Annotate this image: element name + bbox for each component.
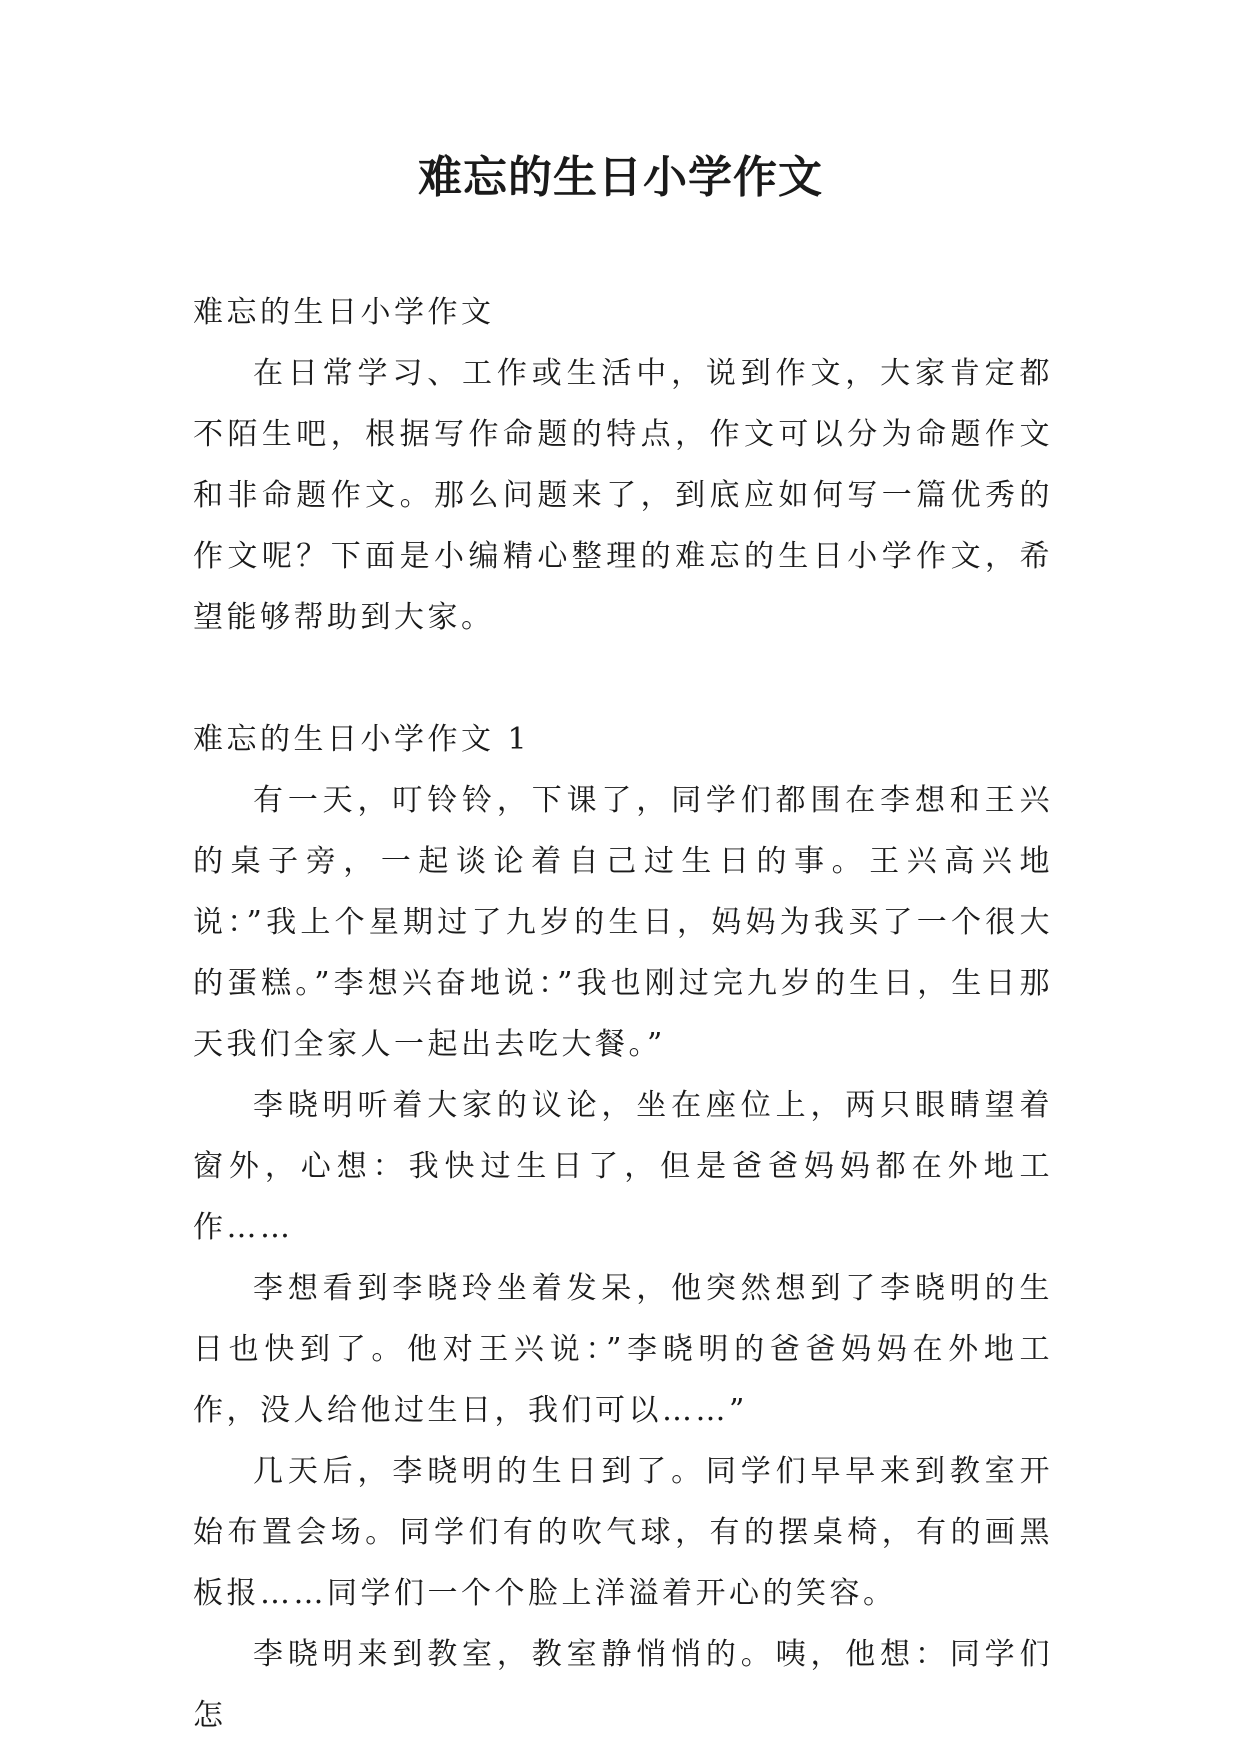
intro-paragraph: 在日常学习、工作或生活中，说到作文，大家肯定都不陌生吧，根据写作命题的特点，作文可以分为命题作文和非命题作文。那么问题来了，到底应如何写一篇优秀的作文呢？下面是小编精心整理的难忘的生日小学作文，希望能够帮助到大家。 (193, 356, 1053, 635)
section-spacer (193, 648, 1053, 709)
intro-heading: 难忘的生日小学作文 (193, 295, 495, 330)
essay-1-paragraph-2: 李晓明听着大家的议论，坐在座位上，两只眼睛望着窗外，心想：我快过生日了，但是爸爸妈妈都在外地工作…… (193, 1088, 1053, 1245)
essay-1-paragraph-3: 李想看到李晓玲坐着发呆，他突然想到了李晓明的生日也快到了。他对王兴说：”李晓明的爸爸妈妈在外地工作，没人给他过生日，我们可以……” (193, 1271, 1053, 1428)
document-title: 难忘的生日小学作文 (418, 152, 823, 203)
essay-1-heading: 难忘的生日小学作文 1 (193, 722, 531, 757)
document-body (193, 282, 1053, 1746)
essay-1-paragraph-4: 几天后，李晓明的生日到了。同学们早早来到教室开始布置会场。同学们有的吹气球，有的摆桌椅，有的画黑板报……同学们一个个脸上洋溢着开心的笑容。 (193, 1454, 1053, 1611)
essay-1-paragraph-1: 有一天，叮铃铃，下课了，同学们都围在李想和王兴的桌子旁，一起谈论着自己过生日的事。王兴高兴地说：”我上个星期过了九岁的生日，妈妈为我买了一个很大的蛋糕。”李想兴奋地说：”我也刚过完九岁的生日，生日那天我们全家人一起出去吃大餐。” (193, 783, 1053, 1062)
essay-1-paragraph-5: 李晓明来到教室，教室静悄悄的。咦，他想：同学们怎 (193, 1637, 1053, 1733)
